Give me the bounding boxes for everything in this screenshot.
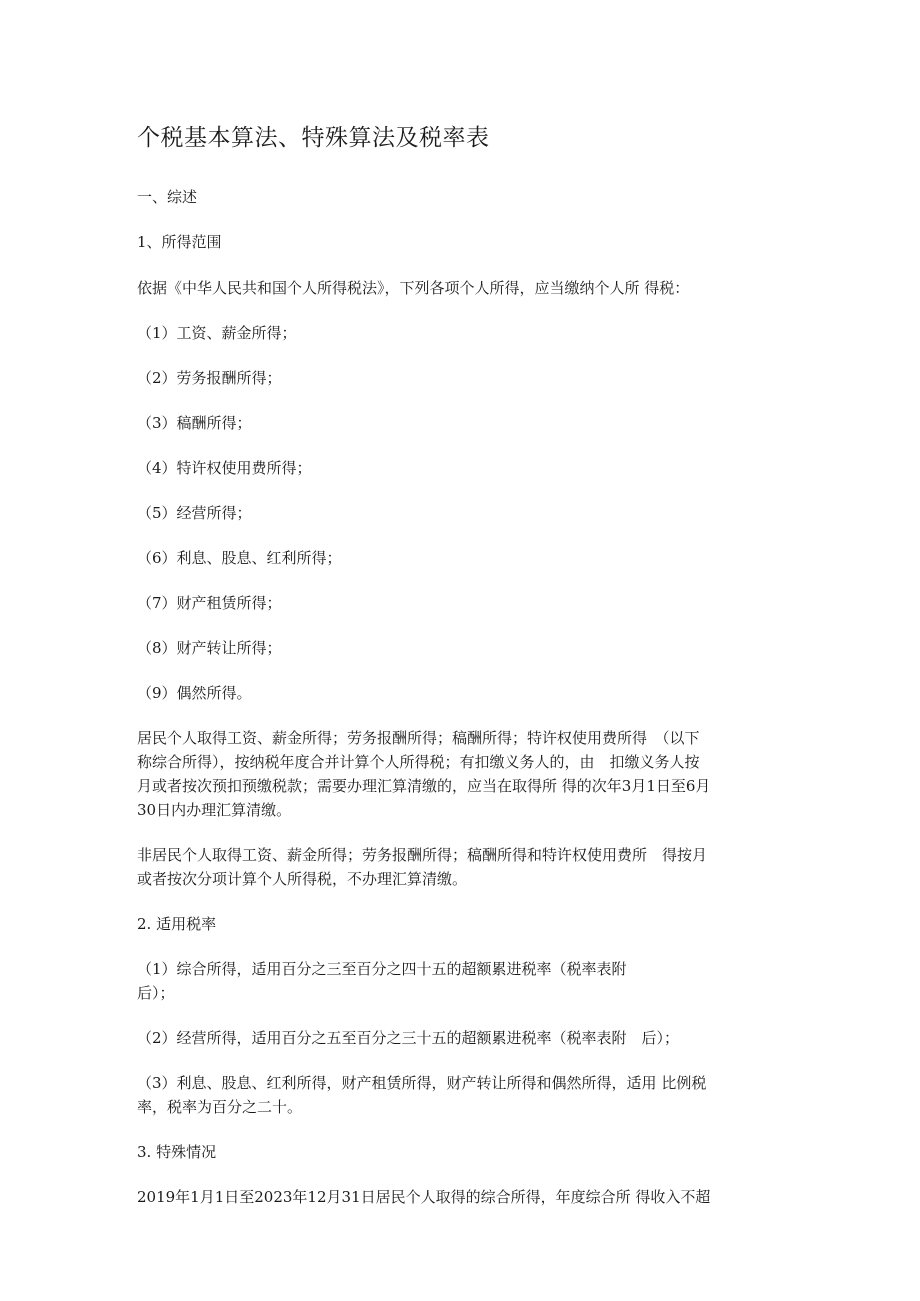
paragraph-line: （1）综合所得，适用百分之三至百分之四十五的超额累进税率（税率表附 — [137, 960, 627, 978]
section-scope-heading: 1、所得范围 — [137, 233, 222, 251]
rate-item-1 — [137, 957, 773, 1005]
paragraph-line: 月或者按次预扣预缴税款；需要办理汇算清缴的，应当在取得所 得的次年3月1日至6月 — [137, 777, 711, 795]
list-item: （2）劳务报酬所得； — [137, 369, 282, 387]
section-rate-heading: 2. 适用税率 — [137, 915, 217, 933]
document-title: 个税基本算法、特殊算法及税率表 — [137, 125, 490, 151]
paragraph-line: 称综合所得），按纳税年度合并计算个人所得税；有扣缴义务人的，由 扣缴义务人按 — [137, 753, 700, 771]
paragraph-line: 率，税率为百分之二十。 — [137, 1098, 303, 1116]
list-item: （7）财产租赁所得； — [137, 594, 282, 612]
rate-item-2: （2）经营所得，适用百分之五至百分之三十五的超额累进税率（税率表附 后）； — [137, 1029, 680, 1047]
list-item: （3）稿酬所得； — [137, 414, 252, 432]
resident-paragraph — [137, 726, 773, 822]
section-overview-heading: 一、综述 — [137, 188, 198, 206]
paragraph-line: 居民个人取得工资、薪金所得；劳务报酬所得；稿酬所得；特许权使用费所得 （以下 — [137, 729, 700, 747]
special-paragraph: 2019年1月1日至2023年12月31日居民个人取得的综合所得，年度综合所 得收入不超 — [137, 1188, 711, 1206]
list-item: （1）工资、薪金所得； — [137, 324, 297, 342]
list-item: （9）偶然所得。 — [137, 684, 252, 702]
list-item: （6）利息、股息、红利所得； — [137, 549, 342, 567]
paragraph-line: 或者按次分项计算个人所得税，不办理汇算清缴。 — [137, 870, 468, 888]
list-item: （8）财产转让所得； — [137, 639, 282, 657]
scope-intro-text: 依据《中华人民共和国个人所得税法》，下列各项个人所得，应当缴纳个人所 得税： — [137, 279, 690, 297]
section-special-heading: 3. 特殊情况 — [137, 1143, 217, 1161]
list-item: （4）特许权使用费所得； — [137, 459, 312, 477]
nonresident-paragraph — [137, 843, 773, 891]
paragraph-line: 30日内办理汇算清缴。 — [137, 801, 292, 819]
list-item: （5）经营所得； — [137, 504, 252, 522]
paragraph-line: （3）利息、股息、红利所得，财产租赁所得，财产转让所得和偶然所得，适用 比例税 — [137, 1074, 707, 1092]
paragraph-line: 非居民个人取得工资、薪金所得；劳务报酬所得；稿酬所得和特许权使用费所 得按月 — [137, 846, 708, 864]
paragraph-line: 后）； — [137, 984, 175, 1002]
rate-item-3 — [137, 1071, 773, 1119]
